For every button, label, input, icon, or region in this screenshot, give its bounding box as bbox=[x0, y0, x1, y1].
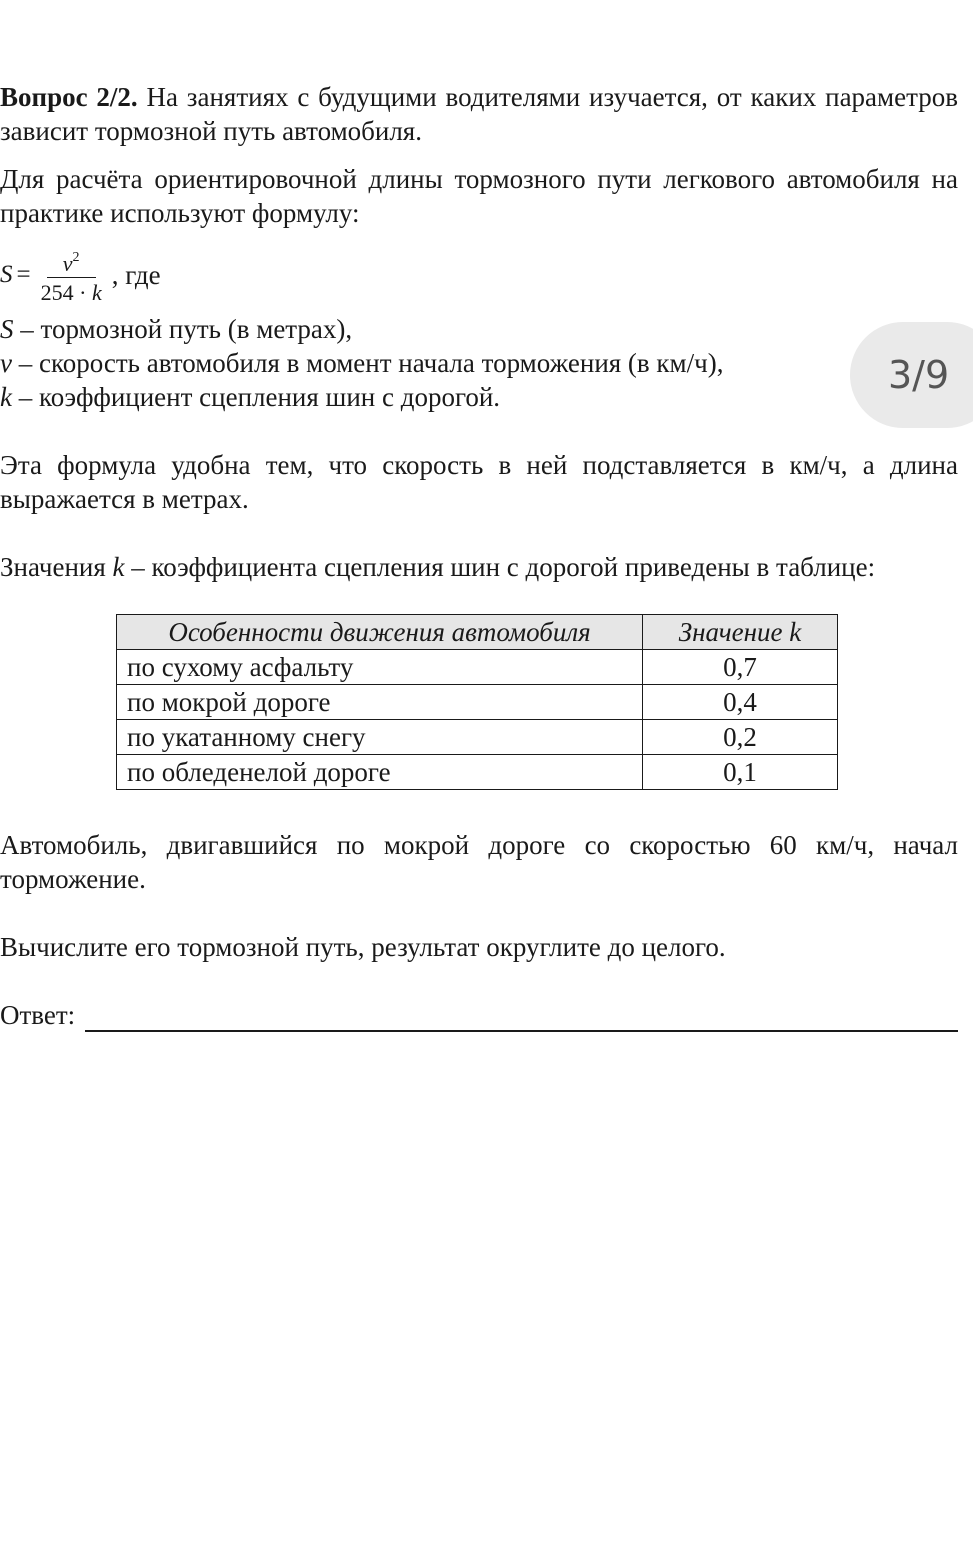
definition-text: – скорость автомобиля в момент начала торможения (в км/ч), bbox=[11, 348, 724, 378]
definition-s bbox=[0, 312, 958, 346]
row-condition: по мокрой дороге bbox=[117, 685, 643, 720]
definitions-list bbox=[0, 312, 958, 414]
table-intro-symbol: k bbox=[112, 552, 125, 582]
task-document bbox=[0, 80, 958, 1032]
page-indicator-text: 3/9 bbox=[888, 353, 950, 397]
formula-tail: , где bbox=[111, 260, 161, 290]
row-k-value: 0,4 bbox=[643, 685, 838, 720]
table-intro bbox=[0, 550, 958, 584]
task-statement: Автомобиль, двигавшийся по мокрой дороге со скоростью 60 км/ч, начал торможение. bbox=[0, 830, 958, 894]
denominator-number: 254 · bbox=[40, 279, 92, 305]
row-condition: по обледенелой дороге bbox=[117, 755, 643, 790]
definition-symbol: k bbox=[0, 382, 12, 412]
table-row bbox=[117, 720, 838, 755]
definition-k bbox=[0, 380, 958, 414]
question-intro bbox=[0, 80, 958, 148]
row-k-value: 0,1 bbox=[643, 755, 838, 790]
definition-symbol: S bbox=[0, 314, 14, 344]
table-row bbox=[117, 685, 838, 720]
formula-lhs: S bbox=[0, 261, 13, 288]
numerator-variable: v bbox=[62, 250, 73, 276]
question-text: На занятиях с будущими водителями изучается, от каких параметров зависит тормозной путь автомобиля. bbox=[0, 82, 958, 146]
definition-v bbox=[0, 346, 958, 380]
formula-fraction bbox=[37, 245, 106, 306]
row-k-value: 0,2 bbox=[643, 720, 838, 755]
table-header-row bbox=[117, 615, 838, 650]
header-k-value: Значение k bbox=[643, 615, 838, 650]
formula-equals: = bbox=[16, 261, 31, 288]
formula-numerator bbox=[47, 245, 96, 278]
answer-field[interactable] bbox=[0, 998, 958, 1032]
definition-text: – коэффициент сцепления шин с дорогой. bbox=[11, 382, 501, 412]
table-intro-before: Значения bbox=[0, 552, 113, 582]
answer-line[interactable] bbox=[85, 1006, 958, 1032]
page-indicator-badge bbox=[850, 322, 973, 428]
definition-symbol: v bbox=[0, 348, 12, 378]
question-label: Вопрос 2/2. bbox=[0, 82, 138, 112]
formula-note: Эта формула удобна тем, что скорость в ней подставляется в км/ч, а длина выражается в метрах. bbox=[0, 450, 958, 514]
row-k-value: 0,7 bbox=[643, 650, 838, 685]
header-conditions: Особенности движения автомобиля bbox=[117, 615, 643, 650]
definition-text: – тормозной путь (в метрах), bbox=[13, 314, 353, 344]
coefficient-table bbox=[116, 614, 838, 790]
answer-label: Ответ: bbox=[0, 1000, 76, 1030]
numerator-exponent: 2 bbox=[72, 249, 80, 265]
formula-intro: Для расчёта ориентировочной длины тормозного пути легкового автомобиля на практике используют формулу: bbox=[0, 164, 958, 228]
table-row bbox=[117, 650, 838, 685]
table-intro-after: – коэффициента сцепления шин с дорогой приведены в таблице: bbox=[124, 552, 876, 582]
formula-denominator bbox=[37, 278, 106, 306]
braking-formula bbox=[0, 240, 958, 310]
task-instruction: Вычислите его тормозной путь, результат округлите до целого. bbox=[0, 932, 726, 962]
row-condition: по сухому асфальту bbox=[117, 650, 643, 685]
denominator-variable: k bbox=[91, 279, 102, 305]
row-condition: по укатанному снегу bbox=[117, 720, 643, 755]
table-row bbox=[117, 755, 838, 790]
